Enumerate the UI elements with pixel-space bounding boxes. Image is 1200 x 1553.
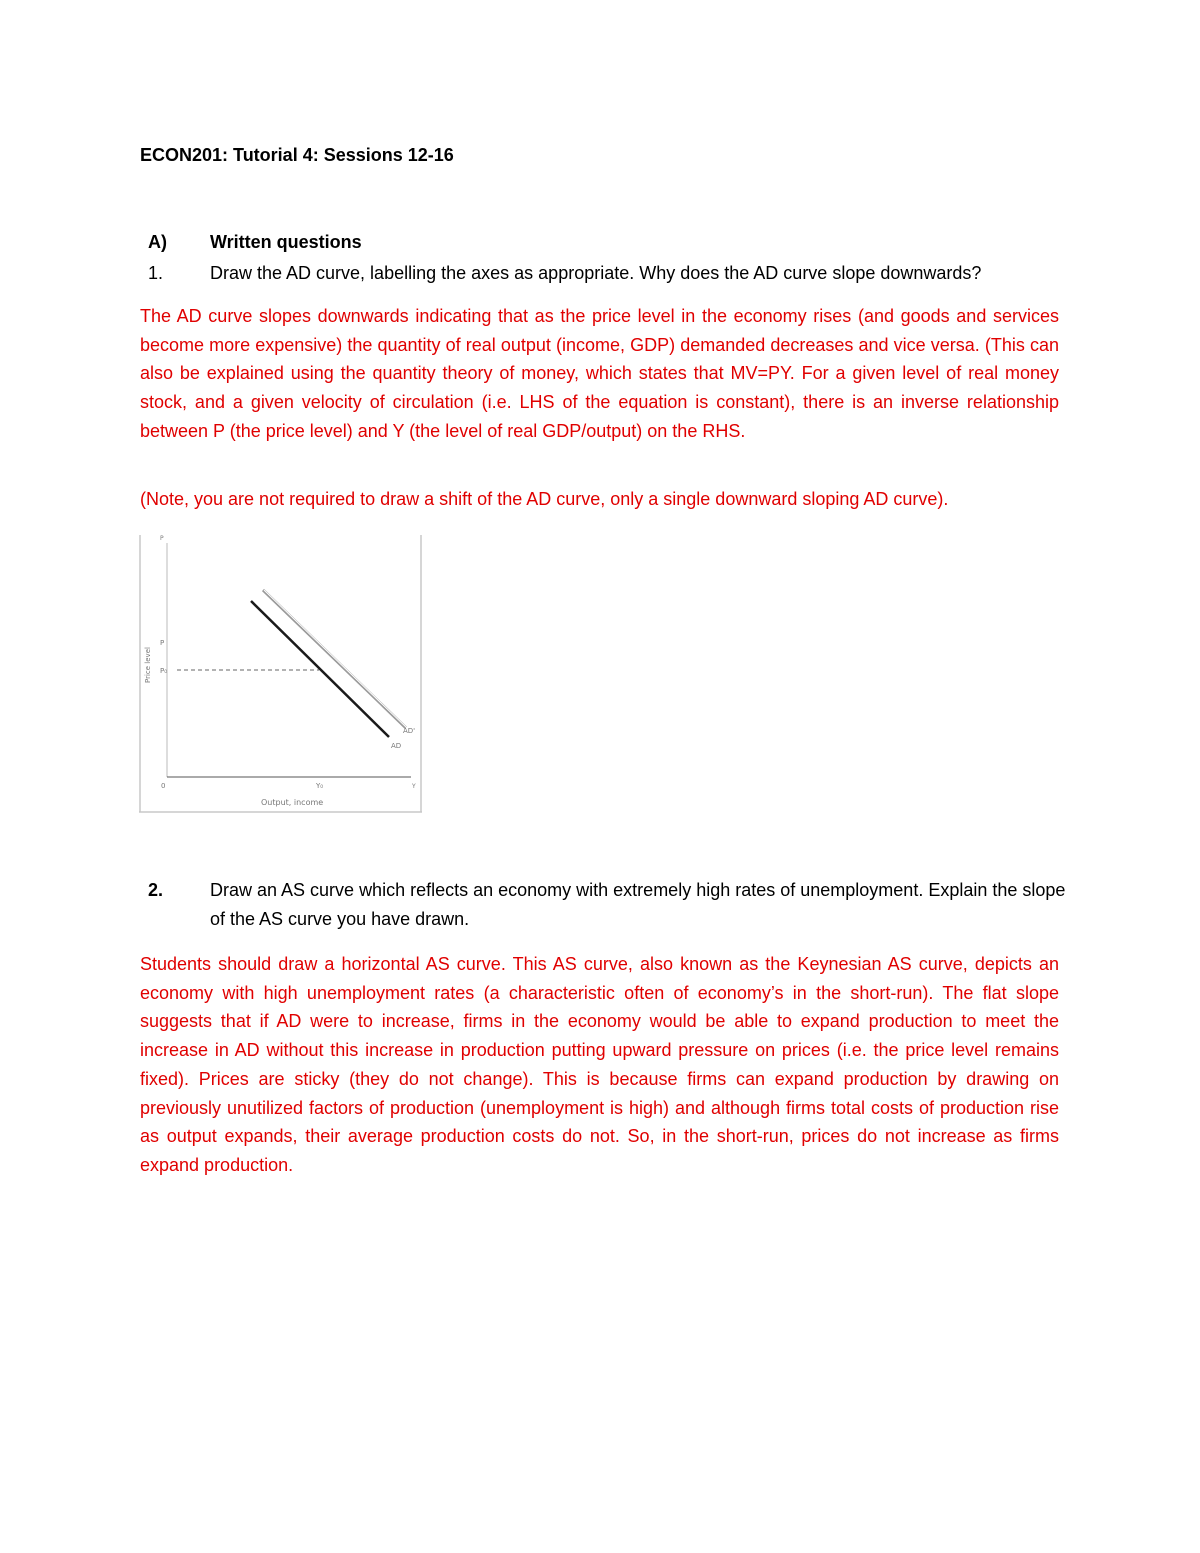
document-title: ECON201: Tutorial 4: Sessions 12-16 xyxy=(140,145,454,165)
ad-curve xyxy=(251,601,389,737)
ad-curve-diagram xyxy=(139,535,422,813)
ad-label: AD xyxy=(391,742,402,750)
x-axis-end-label: Y xyxy=(412,783,416,790)
ad-curve-figure xyxy=(139,535,422,813)
question-2-number: 2. xyxy=(148,880,164,900)
section-label: Written questions xyxy=(210,232,362,252)
answer-2: Students should draw a horizontal AS curve. This AS curve, also known as the Keynesian AS curve, depicts an economy with high unemployment rates (a characteristic often of economy’s in the short-run). The flat slope suggests that if AD were to increase, firms in the economy would be able to expand production to meet the increase in AD without this increase in production putting upward pressure on prices (i.e. the price level remains fixed). Prices are sticky (they do not change). This is because firms can expand production by drawing on previously unutilized factors of production (unemployment is high) and although firms total costs of production rise as output expands, their average production costs do not. So, in the short-run, prices do not increase as firms expand production. xyxy=(140,954,1059,1175)
question-1-text: Draw the AD curve, labelling the axes as appropriate. Why does the AD curve slope downwards? xyxy=(210,263,982,283)
y0-label: Y₀ xyxy=(316,782,324,790)
y-axis-top-label: P xyxy=(160,535,164,542)
answer-1-note: (Note, you are not required to draw a shift of the AD curve, only a single downward sloping AD curve). xyxy=(140,489,949,509)
answer-1: The AD curve slopes downwards indicating that as the price level in the economy rises (and goods and services become more expensive) the quantity of real output (income, GDP) demanded decreases and vice versa. (This can also be explained using the quantity theory of money, which states that MV=PY. For a given level of real money stock, and a given velocity of circulation (i.e. LHS of the equation is constant), there is an inverse relationship between P (the price level) and Y (the level of real GDP/output) on the RHS. xyxy=(140,306,1059,441)
section-marker: A) xyxy=(148,232,167,252)
x-axis-label: Output, income xyxy=(261,798,324,807)
ad-shift-label: AD' xyxy=(403,727,416,735)
ad-shift-curve-highlight xyxy=(264,590,407,728)
ad-shift-curve xyxy=(263,590,406,728)
question-2-text: Draw an AS curve which reflects an economy with extremely high rates of unemployment. Explain the slope of the AS curve you have drawn. xyxy=(210,880,1066,929)
question-1-number: 1. xyxy=(148,263,164,283)
question-2 xyxy=(148,876,1068,934)
section-heading xyxy=(148,232,362,253)
origin-label: 0 xyxy=(161,782,166,790)
question-1 xyxy=(148,259,1068,288)
p1-label: P xyxy=(160,639,165,647)
p0-label: P₀ xyxy=(160,667,168,675)
y-axis-label: Price level xyxy=(144,647,152,683)
